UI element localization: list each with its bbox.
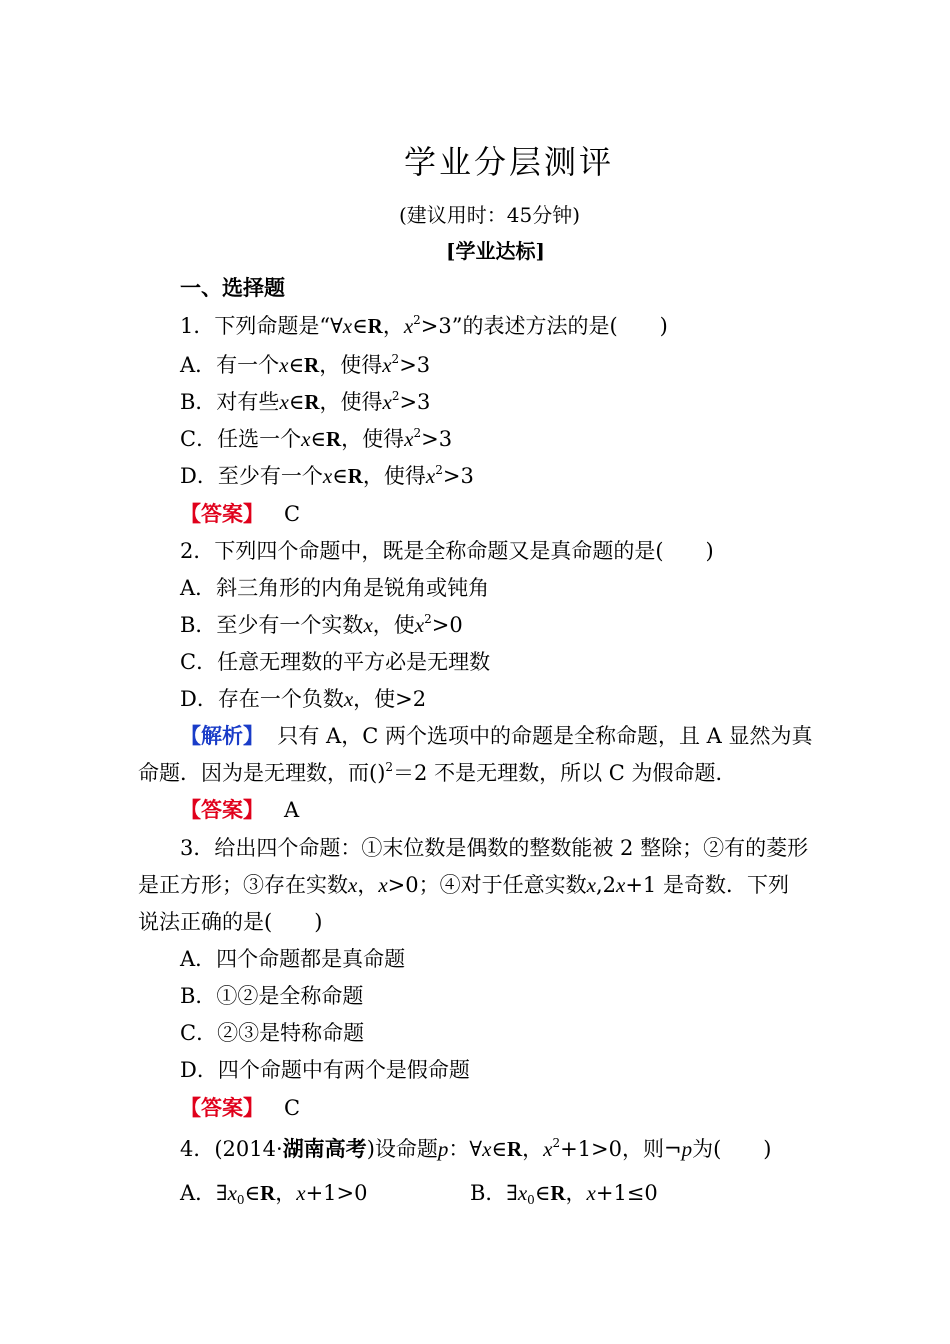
time-hint: (建议用时：45分钟)	[399, 203, 581, 227]
q2-analysis-line2: 命题．因为是无理数，而()$^2$＝2 不是无理数，所以 C 为假命题．	[138, 760, 737, 785]
q1-stem: 1．下列命题是“∀x∈R，$x^2>3$”的表述方法的是( )	[180, 313, 668, 338]
part-heading: 一、选择题	[180, 275, 285, 300]
analysis-tag: 【解析】	[180, 723, 264, 748]
q1-option-b: B．对有些x∈R，使得$x^2>3$	[180, 389, 431, 414]
q3-option-c: C．②③是特称命题	[180, 1021, 365, 1045]
q1-option-d: D．至少有一个x∈R，使得$x^2>3$	[180, 463, 474, 488]
q2-stem: 2．下列四个命题中，既是全称命题又是真命题的是( )	[180, 539, 714, 563]
q2-option-c: C．任意无理数的平方必是无理数	[180, 650, 491, 674]
q3-option-a: A．四个命题都是真命题	[180, 947, 406, 971]
q4-stem: 4．(2014·湖南高考)设命题p：∀x∈R，$x^2+1>0$，则¬p为( )	[180, 1136, 772, 1161]
section-label: [学业达标]	[446, 239, 545, 263]
q4-source: 湖南高考	[282, 1136, 367, 1161]
q3-option-b: B．①②是全称命题	[180, 984, 364, 1008]
q4-option-a: A．$\exists x_0\in R$，x+1>0	[180, 1181, 368, 1207]
q3-stem-line2: 是正方形；③存在实数x，x>0；④对于任意实数x,2x+1 是奇数．下列	[138, 873, 789, 897]
q3-answer: 【答案】 C	[180, 1095, 301, 1120]
q1-option-a: A．有一个x∈R，使得$x^2>3$	[180, 352, 431, 377]
q2-option-b: B．至少有一个实数x，使$x^2>0$	[180, 612, 463, 637]
answer-tag: 【答案】	[180, 797, 264, 822]
q3-stem-line3: 说法正确的是( )	[138, 910, 323, 934]
q3-option-d: D．四个命题中有两个是假命题	[180, 1058, 470, 1082]
page-title: 学业分层测评	[404, 143, 615, 181]
q2-analysis-line1: 【解析】 只有 A，C 两个选项中的命题是全称命题，且 A 显然为真	[180, 723, 813, 748]
q3-stem-line1: 3．给出四个命题：①末位数是偶数的整数能被 2 整除；②有的菱形	[180, 836, 809, 860]
q2-option-d: D．存在一个负数x，使>2	[180, 687, 427, 711]
q2-option-a: A．斜三角形的内角是锐角或钝角	[180, 576, 490, 600]
q1-option-c: C．任选一个x∈R，使得$x^2>3$	[180, 426, 453, 451]
q2-answer: 【答案】 A	[180, 797, 300, 822]
answer-tag: 【答案】	[180, 1095, 264, 1120]
q1-answer: 【答案】 C	[180, 501, 301, 526]
answer-tag: 【答案】	[180, 501, 264, 526]
q4-option-b: B．$\exists x_0\in R$，x+1≤0	[470, 1181, 658, 1207]
